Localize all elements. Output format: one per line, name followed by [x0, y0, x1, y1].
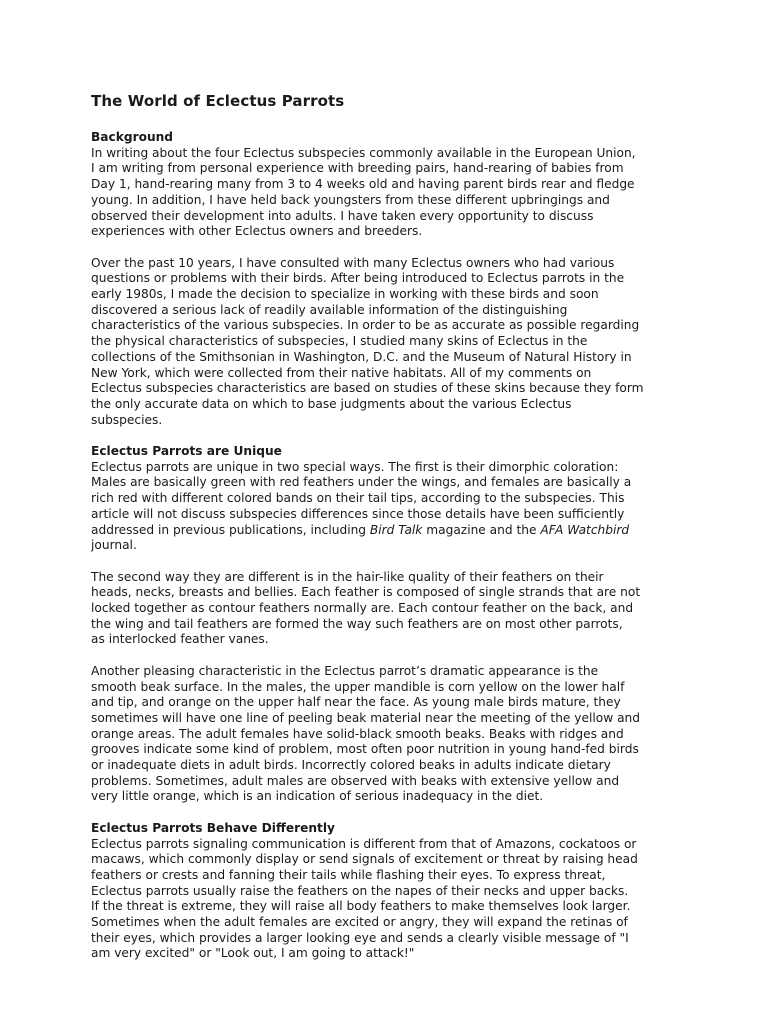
text-line: the wing and tail feathers are formed the way such feathers are on most other parrots, — [91, 616, 623, 631]
paragraph — [91, 570, 691, 649]
text-line: Eclectus subspecies characteristics are based on studies of these skins because they form — [91, 381, 644, 396]
text-line: grooves indicate some kind of problem, most often poor nutrition in young hand-fed birds — [91, 742, 639, 757]
section — [91, 821, 691, 962]
text-line: Eclectus parrots signaling communication is different from that of Amazons, cockatoos or — [91, 836, 637, 851]
document-page — [91, 92, 691, 978]
text-line: Males are basically green with red feathers under the wings, and females are basically a — [91, 475, 632, 490]
document-title: The World of Eclectus Parrots — [91, 92, 345, 110]
text-line: If the threat is extreme, they will raise all body feathers to make themselves look larger. — [91, 899, 631, 914]
italic-title: AFA Watchbird — [540, 522, 630, 537]
text-line: Eclectus parrots usually raise the feathers on the napes of their necks and upper backs. — [91, 883, 629, 898]
paragraph — [91, 460, 691, 554]
paragraph — [91, 256, 691, 429]
text-line: collections of the Smithsonian in Washington, D.C. and the Museum of Natural History in — [91, 349, 632, 364]
text-line: characteristics of the various subspecies. In order to be as accurate as possible regarding — [91, 318, 640, 333]
text-line: rich red with different colored bands on their tail tips, according to the subspecies. This — [91, 491, 625, 506]
text-line: feathers or crests and fanning their tails while flashing their eyes. To express threat, — [91, 867, 606, 882]
section-heading: Background — [91, 130, 174, 144]
text-line: addressed in previous publications, including Bird Talk magazine and the AFA Watchbird — [91, 522, 630, 537]
text-line: Day 1, hand-rearing many from 3 to 4 weeks old and having parent birds rear and fledge — [91, 177, 635, 192]
paragraph — [91, 664, 691, 805]
text-line: questions or problems with their birds. After being introduced to Eclectus parrots in the — [91, 271, 625, 286]
paragraph — [91, 837, 691, 963]
text-line: their eyes, which provides a larger looking eye and sends a clearly visible message of "I — [91, 930, 629, 945]
text-line: the physical characteristics of subspecies, I studied many skins of Eclectus in the — [91, 334, 588, 349]
text-line: heads, necks, breasts and bellies. Each feather is composed of single strands that are not — [91, 585, 641, 600]
section-heading: Eclectus Parrots Behave Differently — [91, 820, 336, 835]
text-line: New York, which were collected from their native habitats. All of my comments on — [91, 365, 592, 380]
text-line: journal. — [91, 538, 137, 553]
text-line: experiences with other Eclectus owners and breeders. — [91, 224, 423, 239]
section — [91, 130, 691, 428]
text-line: sometimes will have one line of peeling beak material near the meeting of the yellow and — [91, 710, 640, 725]
text-line: observed their development into adults. I have taken every opportunity to discuss — [91, 208, 594, 223]
section-heading: Eclectus Parrots are Unique — [91, 444, 282, 459]
text-line: Sometimes when the adult females are excited or angry, they will expand the retinas of — [91, 915, 628, 930]
text-line: early 1980s, I made the decision to specialize in working with these birds and soon — [91, 287, 599, 302]
text-line: as interlocked feather vanes. — [91, 632, 269, 647]
text-line: smooth beak surface. In the males, the upper mandible is corn yellow on the lower half — [91, 679, 625, 694]
text-line: am very excited" or "Look out, I am going to attack!" — [91, 946, 415, 961]
italic-title: Bird Talk — [369, 522, 423, 537]
document-body — [91, 130, 691, 962]
text-line: macaws, which commonly display or send signals of excitement or threat by raising head — [91, 852, 638, 867]
text-line: discovered a serious lack of readily available information of the distinguishing — [91, 302, 568, 317]
text-line: or inadequate diets in adult birds. Incorrectly colored beaks in adults indicate dietary — [91, 758, 611, 773]
text-line: locked together as contour feathers normally are. Each contour feather on the back, and — [91, 601, 634, 616]
text-line: Over the past 10 years, I have consulted with many Eclectus owners who had various — [91, 255, 615, 270]
text-line: orange areas. The adult females have solid-black smooth beaks. Beaks with ridges and — [91, 726, 624, 741]
paragraph — [91, 146, 691, 240]
text-line: young. In addition, I have held back youngsters from these different upbringings and — [91, 192, 610, 207]
text-line: the only accurate data on which to base judgments about the various Eclectus — [91, 396, 572, 411]
text-line: Eclectus parrots are unique in two special ways. The first is their dimorphic coloration: — [91, 459, 619, 474]
text-line: Another pleasing characteristic in the Eclectus parrot’s dramatic appearance is the — [91, 663, 599, 678]
text-line: very little orange, which is an indication of serious inadequacy in the diet. — [91, 789, 544, 804]
text-line: I am writing from personal experience with breeding pairs, hand-rearing of babies from — [91, 161, 624, 176]
text-line: problems. Sometimes, adult males are observed with beaks with extensive yellow and — [91, 773, 620, 788]
text-line: subspecies. — [91, 412, 163, 427]
text-line: article will not discuss subspecies differences since those details have been sufficiently — [91, 506, 625, 521]
text-line: The second way they are different is in the hair-like quality of their feathers on their — [91, 569, 604, 584]
text-line: and tip, and orange on the upper half near the face. As young male birds mature, they — [91, 695, 621, 710]
section — [91, 444, 691, 805]
text-line: In writing about the four Eclectus subspecies commonly available in the European Union, — [91, 145, 636, 160]
